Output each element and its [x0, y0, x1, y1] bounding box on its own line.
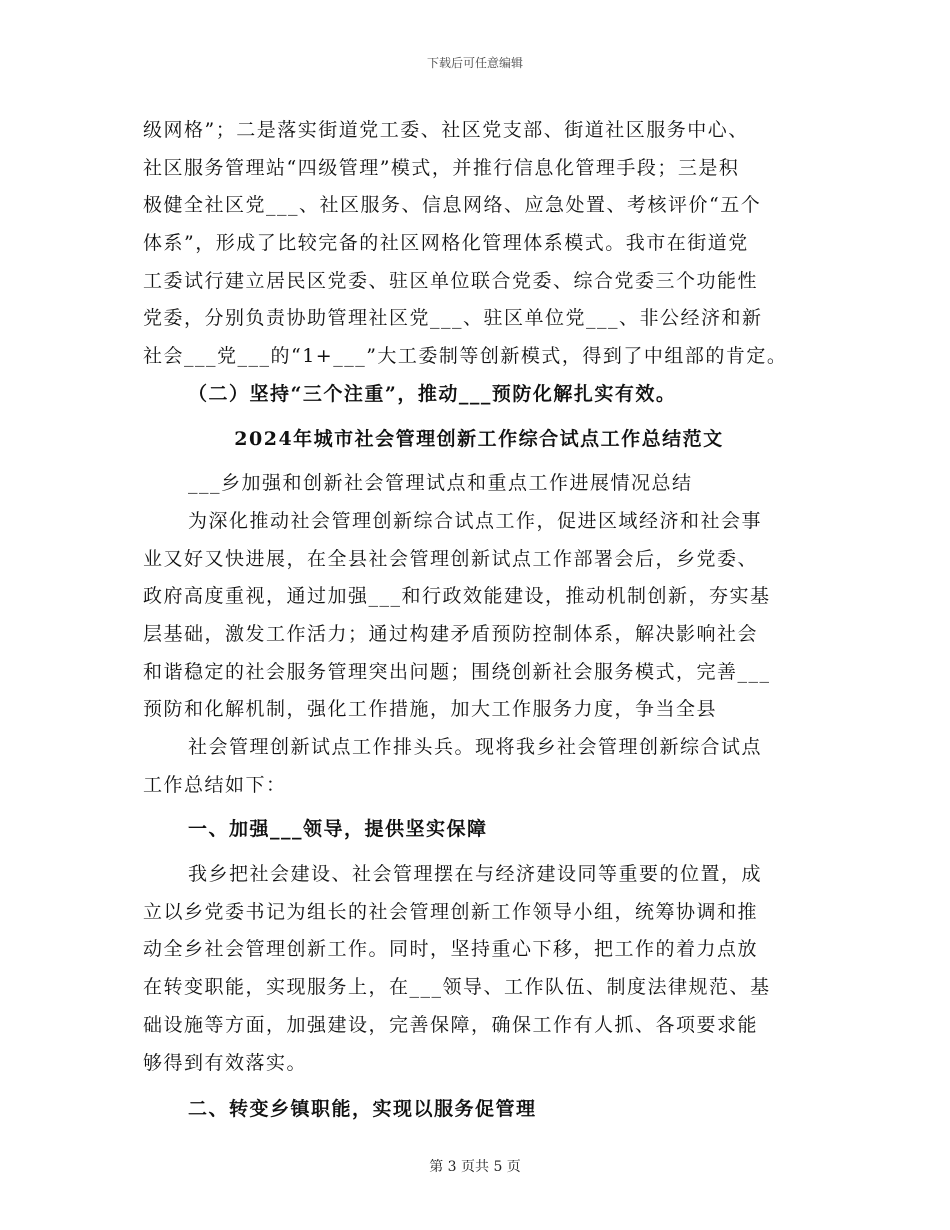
body-line: 政府高度重视，通过加强___和行政效能建设，推动机制创新，夯实基: [143, 585, 771, 608]
body-line: 体系”，形成了比较完备的社区网格化管理体系模式。我市在街道党: [143, 232, 749, 255]
body-line: 和谐稳定的社会服务管理突出问题；围绕创新社会服务模式，完善___: [143, 660, 771, 683]
body-line: 级网格”；二是落实街道党工委、社区党支部、街道社区服务中心、: [143, 119, 749, 141]
body-line: 够得到有效落实。: [143, 1051, 308, 1074]
body-line: 层基础，激发工作活力；通过构建矛盾预防控制体系，解决影响社会: [143, 622, 759, 645]
body-line: 工委试行建立居民区党委、驻区单位联合党委、综合党委三个功能性: [143, 269, 759, 292]
section-heading: 一、加强___领导，提供坚实保障: [188, 818, 488, 841]
section-heading: 二、转变乡镇职能，实现以服务促管理: [188, 1098, 537, 1121]
body-line: 预防和化解机制，强化工作措施，加大工作服务力度，争当全县: [143, 698, 718, 721]
page-number: 第 3 页共 5 页: [429, 1159, 521, 1175]
body-line: 极健全社区党___、社区服务、信息网络、应急处置、考核评价“五个: [143, 194, 762, 217]
body-line: 我乡把社会建设、社会管理摆在与经济建设同等重要的位置，成: [188, 863, 763, 886]
body-line: 在转变职能，实现服务上，在___领导、工作队伍、制度法律规范、基: [143, 976, 771, 999]
body-line: 为深化推动社会管理创新综合试点工作，促进区域经济和社会事: [188, 509, 763, 532]
body-line: 社会___党___的“1+___”大工委制等创新模式，得到了中组部的肯定。: [143, 345, 788, 368]
body-line: 社会管理创新试点工作排头兵。现将我乡社会管理创新综合试点: [188, 736, 763, 758]
body-line: 业又好又快进展，在全县社会管理创新试点工作部署会后，乡党委、: [143, 547, 759, 570]
document-title: 2024年城市社会管理创新工作综合试点工作总结范文: [234, 427, 724, 450]
body-line: 党委，分别负责协助管理社区党___、驻区单位党___、非公经济和新: [143, 307, 763, 330]
body-line: 工作总结如下：: [143, 773, 287, 796]
body-line: 动全乡社会管理创新工作。同时，坚持重心下移，把工作的着力点放: [143, 938, 759, 961]
body-line: 立以乡党委书记为组长的社会管理创新工作领导小组，统筹协调和推: [143, 900, 759, 923]
body-line: 础设施等方面，加强建设，完善保障，确保工作有人抓、各项要求能: [143, 1013, 759, 1036]
body-line: 社区服务管理站“四级管理”模式，并推行信息化管理手段；三是积: [143, 156, 740, 179]
page-header: 下载后可任意编辑: [426, 56, 523, 70]
section-heading: （二）坚持“三个注重”，推动___预防化解扎实有效。: [188, 382, 677, 405]
document-body: [143, 112, 815, 1129]
document-subtitle: ___乡加强和创新社会管理试点和重点工作进展情况总结: [188, 472, 693, 495]
